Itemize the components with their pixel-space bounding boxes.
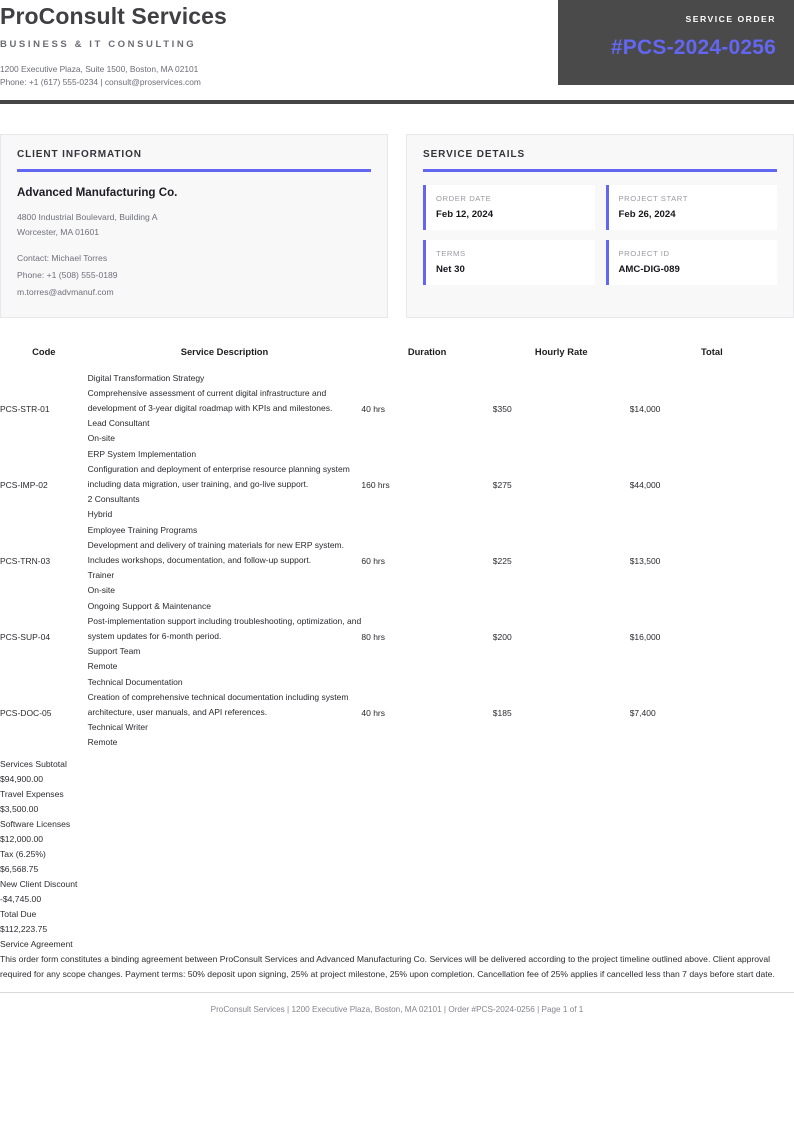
totals-value-total-due: $112,223.75 [0, 923, 48, 934]
cell-description [88, 371, 362, 447]
footer-text: ProConsult Services | 1200 Executive Plaza, Boston, MA 02101 | Order #PCS-2024-0256 | Page 1 of 1 [210, 1004, 584, 1014]
cell-code: PCS-DOC-05 [0, 707, 52, 718]
totals-label-services-subtotal: Services Subtotal [0, 758, 67, 769]
detail-label: PROJECT ID [618, 248, 670, 258]
cell-total: $7,400 [629, 707, 656, 718]
service-title: Employee Training Programs [87, 524, 198, 535]
service-title: Ongoing Support & Maintenance [87, 600, 211, 611]
order-badge-label: SERVICE ORDER [685, 14, 776, 24]
client-panel-title: CLIENT INFORMATION [17, 149, 142, 160]
table-header-row [0, 346, 794, 371]
cell-description [88, 599, 362, 675]
service-role: Trainer [87, 570, 115, 581]
table-row [0, 447, 794, 523]
cell-code: PCS-SUP-04 [0, 631, 51, 642]
service-agreement-title: Service Agreement [0, 938, 73, 949]
cell-total: $16,000 [629, 631, 661, 642]
totals-label-total-due: Total Due [0, 908, 37, 919]
service-role: Technical Writer [87, 722, 148, 733]
cell-duration: 40 hrs [361, 403, 386, 414]
cell-code: PCS-TRN-03 [0, 555, 51, 566]
service-role: 2 Consultants [87, 494, 140, 505]
service-description-line-1: Creation of comprehensive technical documentation including system [87, 691, 349, 702]
table-row [0, 523, 794, 599]
totals-value-tax: $6,568.75 [0, 863, 39, 874]
order-number: #PCS-2024-0256 [610, 36, 776, 59]
service-details-title: SERVICE DETAILS [423, 149, 526, 160]
header-divider [0, 100, 794, 104]
order-badge [558, 0, 794, 85]
service-line-items-table [0, 346, 794, 751]
service-description-line-2: development of 3-year digital roadmap with KPIs and milestones. [87, 402, 333, 413]
totals-section [0, 757, 794, 937]
client-company-name: Advanced Manufacturing Co. [17, 185, 178, 199]
service-description-line-1: Comprehensive assessment of current digital infrastructure and [87, 387, 327, 398]
service-role: Support Team [87, 646, 141, 657]
cell-hourly-rate: $225 [492, 555, 512, 566]
detail-card-project-id [606, 240, 778, 285]
service-title: Digital Transformation Strategy [87, 372, 205, 383]
service-agreement-text: This order form constitutes a binding agreement between ProConsult Services and Advanced Manufacturing Co. Services will be delivered according to the project timeline outlined above. Client approval required for any scope changes. Payment terms: 50% deposit upon signing, 25% at project milestone, 25% upon completion. Cancellation fee of 25% applies if cancelled less than 7 days before start date. [0, 953, 775, 980]
cell-description [88, 447, 362, 523]
table-body [0, 371, 794, 751]
company-name: ProConsult Services [0, 3, 227, 29]
service-description-line-2: architecture, user manuals, and API references. [87, 706, 268, 717]
totals-value-travel-expenses: $3,500.00 [0, 803, 39, 814]
table-row [0, 371, 794, 447]
detail-label: ORDER DATE [436, 193, 492, 203]
detail-card-terms [423, 240, 595, 285]
totals-label-tax: Tax (6.25%) [0, 848, 46, 859]
detail-card-project-start [606, 185, 778, 230]
cell-hourly-rate: $350 [492, 403, 512, 414]
cell-description [88, 675, 362, 751]
cell-total: $14,000 [629, 403, 661, 414]
column-header-service-description: Service Description [180, 345, 269, 357]
client-phone: Phone: +1 (508) 555-0189 [17, 269, 118, 280]
service-description-line-2: system updates for 6-month period. [87, 630, 222, 641]
document-header [0, 0, 794, 90]
service-details-accent-rule [423, 169, 777, 172]
detail-value: Feb 12, 2024 [436, 208, 494, 220]
description-block [88, 447, 362, 523]
description-block [88, 599, 362, 675]
service-title: Technical Documentation [87, 676, 183, 687]
client-address-line-2: Worcester, MA 01601 [17, 226, 100, 237]
totals-label-travel-expenses: Travel Expenses [0, 788, 64, 799]
description-block [88, 371, 362, 447]
company-address: 1200 Executive Plaza, Suite 1500, Boston, MA 02101 [0, 64, 199, 74]
table-row [0, 675, 794, 751]
cell-duration: 80 hrs [361, 631, 386, 642]
totals-label-new-client-discount: New Client Discount [0, 878, 78, 889]
service-title: ERP System Implementation [87, 448, 197, 459]
company-contact-block [0, 63, 540, 89]
column-header-duration: Duration [407, 345, 447, 357]
service-description-line-1: Development and delivery of training materials for new ERP system. [87, 539, 344, 550]
cell-hourly-rate: $200 [492, 631, 512, 642]
cell-code: PCS-IMP-02 [0, 479, 48, 490]
totals-value-software-licenses: $12,000.00 [0, 833, 44, 844]
description-block [88, 523, 362, 599]
service-description-line-1: Configuration and deployment of enterprise resource planning system [87, 463, 350, 474]
service-role: Lead Consultant [87, 418, 150, 429]
table-row [0, 599, 794, 675]
client-address-block [17, 210, 371, 240]
service-location: On-site [87, 433, 116, 444]
totals-value-services-subtotal: $94,900.00 [0, 773, 44, 784]
cell-duration: 60 hrs [361, 555, 386, 566]
cell-code: PCS-STR-01 [0, 403, 50, 414]
column-header-hourly-rate: Hourly Rate [534, 345, 588, 357]
cell-hourly-rate: $275 [492, 479, 512, 490]
service-location: Remote [87, 661, 118, 672]
service-details-panel [406, 134, 794, 318]
column-header-code: Code [32, 345, 56, 357]
service-location: Remote [87, 737, 118, 748]
detail-label: TERMS [436, 248, 466, 258]
service-detail-cards [423, 185, 777, 285]
client-contact-block [17, 250, 371, 301]
detail-value: Net 30 [436, 263, 465, 275]
client-contact-name: Contact: Michael Torres [17, 252, 108, 263]
detail-value: Feb 26, 2024 [618, 208, 676, 220]
cell-total: $44,000 [629, 479, 661, 490]
info-panels [0, 134, 794, 318]
column-header-total: Total [700, 345, 723, 357]
client-information-panel [0, 134, 388, 318]
cell-duration: 40 hrs [361, 707, 386, 718]
client-panel-accent-rule [17, 169, 371, 172]
footer-divider [0, 992, 794, 993]
client-email: m.torres@advmanuf.com [17, 286, 114, 297]
totals-value-new-client-discount: -$4,745.00 [0, 893, 42, 904]
cell-total: $13,500 [629, 555, 661, 566]
service-agreement-section [0, 937, 794, 983]
detail-label: PROJECT START [618, 193, 689, 203]
company-tagline: BUSINESS & IT CONSULTING [0, 39, 197, 50]
client-address-line-1: 4800 Industrial Boulevard, Building A [17, 211, 158, 222]
cell-hourly-rate: $185 [492, 707, 512, 718]
service-description-line-2: Includes workshops, documentation, and follow-up support. [87, 554, 312, 565]
totals-label-software-licenses: Software Licenses [0, 818, 71, 829]
cell-description [88, 523, 362, 599]
company-phone-email: Phone: +1 (617) 555-0234 | consult@proservices.com [0, 77, 201, 87]
table-header [0, 346, 794, 371]
company-brand-block [0, 2, 540, 89]
cell-duration: 160 hrs [361, 479, 390, 490]
detail-value: AMC-DIG-089 [618, 263, 680, 275]
service-description-line-1: Post-implementation support including troubleshooting, optimization, and [87, 615, 362, 626]
service-description-line-2: including data migration, user training, and go-live support. [87, 478, 309, 489]
service-location: Hybrid [87, 509, 113, 520]
description-block [88, 675, 362, 751]
detail-card-order-date [423, 185, 595, 230]
service-location: On-site [87, 585, 116, 596]
